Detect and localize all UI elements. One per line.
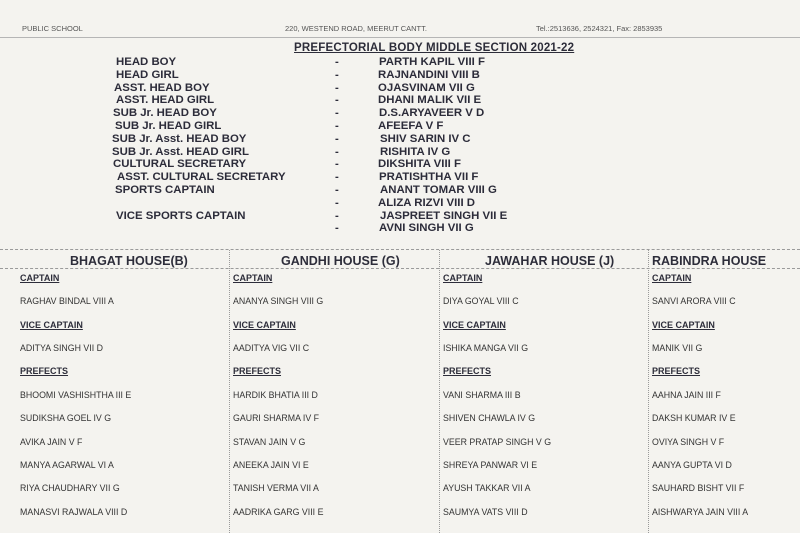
- office-holder-name: PARTH KAPIL VIII F: [379, 56, 485, 68]
- vice-captain-label: VICE CAPTAIN: [20, 320, 83, 330]
- office-bearer-row: [0, 197, 800, 210]
- prefect-name: TANISH VERMA VII A: [233, 483, 319, 494]
- school-name: PUBLIC SCHOOL: [22, 24, 83, 33]
- prefects-label: PREFECTS: [233, 366, 282, 376]
- prefect-name: ANEEKA JAIN VI E: [233, 459, 309, 470]
- office-bearer-row: [0, 158, 800, 171]
- office-bearer-row: [0, 222, 800, 235]
- captain-label: CAPTAIN: [20, 273, 60, 283]
- prefect-name: STAVAN JAIN V G: [233, 436, 306, 447]
- separator-dash: -: [335, 196, 339, 209]
- office-holder-name: RAJNANDINI VIII B: [378, 68, 480, 81]
- separator-dash: -: [335, 107, 339, 120]
- house-name: GANDHI HOUSE (G): [281, 254, 400, 268]
- office-holder-name: AVNI SINGH VII G: [379, 222, 474, 235]
- separator-dash: -: [335, 145, 339, 158]
- office-holder-name: ALIZA RIZVI VIII D: [378, 196, 476, 209]
- separator-dash: -: [335, 68, 339, 81]
- prefect-name: AADRIKA GARG VIII E: [233, 506, 324, 517]
- separator-dash: -: [335, 158, 339, 171]
- separator-dash: -: [335, 209, 339, 222]
- table-top-rule: [0, 249, 800, 250]
- house-name: RABINDRA HOUSE: [652, 254, 767, 268]
- office-holder-name: ANANT TOMAR VIII G: [380, 184, 497, 196]
- office-bearer-row: [0, 82, 800, 95]
- office-bearer-row: [0, 184, 800, 197]
- letterhead-rule: [0, 37, 800, 38]
- office-role: SUB Jr. HEAD GIRL: [115, 120, 222, 132]
- vice-captain-name: ISHIKA MANGA VII G: [443, 343, 529, 353]
- captain-label: CAPTAIN: [652, 273, 692, 283]
- office-role: HEAD BOY: [116, 56, 177, 68]
- office-role: SUB Jr. Asst. HEAD BOY: [112, 132, 247, 145]
- prefect-name: RIYA CHAUDHARY VII G: [20, 483, 120, 494]
- separator-dash: -: [335, 184, 339, 196]
- office-bearer-row: [0, 94, 800, 107]
- captain-name: RAGHAV BINDAL VIII A: [20, 296, 114, 306]
- office-role: ASST. CULTURAL SECRETARY: [117, 171, 286, 184]
- prefect-name: VEER PRATAP SINGH V G: [443, 436, 552, 447]
- vice-captain-label: VICE CAPTAIN: [443, 320, 506, 330]
- office-role: SUB Jr. HEAD BOY: [113, 107, 217, 120]
- office-bearer-row: [0, 146, 800, 159]
- office-role: SPORTS CAPTAIN: [115, 184, 215, 196]
- office-bearer-row: [0, 210, 800, 223]
- column-divider: [229, 250, 230, 533]
- prefect-name: AYUSH TAKKAR VII A: [443, 483, 531, 494]
- separator-dash: -: [335, 56, 339, 68]
- vice-captain-name: ADITYA SINGH VII D: [20, 343, 103, 353]
- prefect-name: AVIKA JAIN V F: [20, 436, 83, 447]
- prefect-name: MANYA AGARWAL VI A: [20, 459, 114, 470]
- vice-captain-label: VICE CAPTAIN: [233, 320, 296, 330]
- prefect-name: AAHNA JAIN III F: [652, 390, 721, 400]
- column-divider: [439, 250, 440, 533]
- prefect-name: MANASVI RAJWALA VIII D: [20, 506, 128, 517]
- house-name: JAWAHAR HOUSE (J): [485, 254, 615, 268]
- office-holder-name: JASPREET SINGH VII E: [380, 209, 508, 222]
- captain-label: CAPTAIN: [443, 273, 483, 283]
- prefect-name: DAKSH KUMAR IV E: [652, 413, 736, 424]
- office-holder-name: AFEEFA V F: [378, 120, 444, 132]
- captain-name: ANANYA SINGH VIII G: [233, 296, 324, 306]
- separator-dash: -: [335, 132, 339, 145]
- prefects-label: PREFECTS: [20, 366, 69, 376]
- letterhead-bar: [0, 22, 800, 36]
- table-header-rule: [0, 268, 800, 269]
- prefect-name: SAUHARD BISHT VII F: [652, 483, 745, 494]
- separator-dash: -: [335, 81, 339, 94]
- office-holder-name: OJASVINAM VII G: [378, 81, 475, 94]
- office-bearer-row: [0, 133, 800, 146]
- vice-captain-label: VICE CAPTAIN: [652, 320, 715, 330]
- page-title: PREFECTORIAL BODY MIDDLE SECTION 2021-22: [294, 42, 575, 54]
- office-bearer-row: [0, 56, 800, 69]
- prefect-name: HARDIK BHATIA III D: [233, 390, 318, 400]
- vice-captain-name: MANIK VII G: [652, 343, 703, 353]
- prefect-name: SHREYA PANWAR VI E: [443, 459, 538, 470]
- office-role: ASST. HEAD BOY: [114, 81, 210, 94]
- office-holder-name: SHIV SARIN IV C: [380, 132, 471, 145]
- office-holder-name: D.S.ARYAVEER V D: [379, 107, 485, 120]
- prefect-name: AANYA GUPTA VI D: [652, 459, 732, 470]
- captain-name: SANVI ARORA VIII C: [652, 296, 736, 306]
- captain-name: DIYA GOYAL VIII C: [443, 296, 519, 306]
- office-holder-name: RISHITA IV G: [380, 145, 451, 158]
- office-role: VICE SPORTS CAPTAIN: [116, 209, 246, 222]
- prefect-name: SUDIKSHA GOEL IV G: [20, 413, 112, 424]
- prefect-name: SHIVEN CHAWLA IV G: [443, 413, 536, 424]
- vice-captain-name: AADITYA VIG VII C: [233, 343, 310, 353]
- prefect-name: VANI SHARMA III B: [443, 390, 521, 400]
- school-phone: Tel.:2513636, 2524321, Fax: 2853935: [536, 24, 663, 33]
- captain-label: CAPTAIN: [233, 273, 273, 283]
- prefect-name: OVIYA SINGH V F: [652, 436, 725, 447]
- separator-dash: -: [335, 120, 339, 132]
- prefect-name: SAUMYA VATS VIII D: [443, 506, 528, 517]
- prefect-name: AISHWARYA JAIN VIII A: [652, 506, 749, 517]
- office-holder-name: PRATISHTHA VII F: [379, 171, 479, 184]
- office-holder-name: DIKSHITA VIII F: [378, 158, 461, 171]
- column-divider: [648, 250, 649, 533]
- prefects-label: PREFECTS: [652, 366, 701, 376]
- office-bearer-row: [0, 120, 800, 133]
- office-bearer-row: [0, 171, 800, 184]
- office-bearer-row: [0, 107, 800, 120]
- office-role: HEAD GIRL: [116, 68, 179, 81]
- prefect-name: GAURI SHARMA IV F: [233, 413, 320, 424]
- prefect-name: BHOOMI VASHISHTHA III E: [20, 390, 132, 400]
- separator-dash: -: [335, 222, 339, 235]
- house-name: BHAGAT HOUSE(B): [70, 254, 188, 268]
- office-holder-name: DHANI MALIK VII E: [378, 94, 482, 107]
- separator-dash: -: [335, 171, 339, 184]
- office-role: ASST. HEAD GIRL: [116, 94, 215, 107]
- school-address: 220, WESTEND ROAD, MEERUT CANTT.: [285, 24, 427, 33]
- separator-dash: -: [335, 94, 339, 107]
- office-bearer-row: [0, 69, 800, 82]
- prefects-label: PREFECTS: [443, 366, 492, 376]
- office-role: SUB Jr. Asst. HEAD GIRL: [112, 145, 249, 158]
- office-role: CULTURAL SECRETARY: [113, 158, 247, 171]
